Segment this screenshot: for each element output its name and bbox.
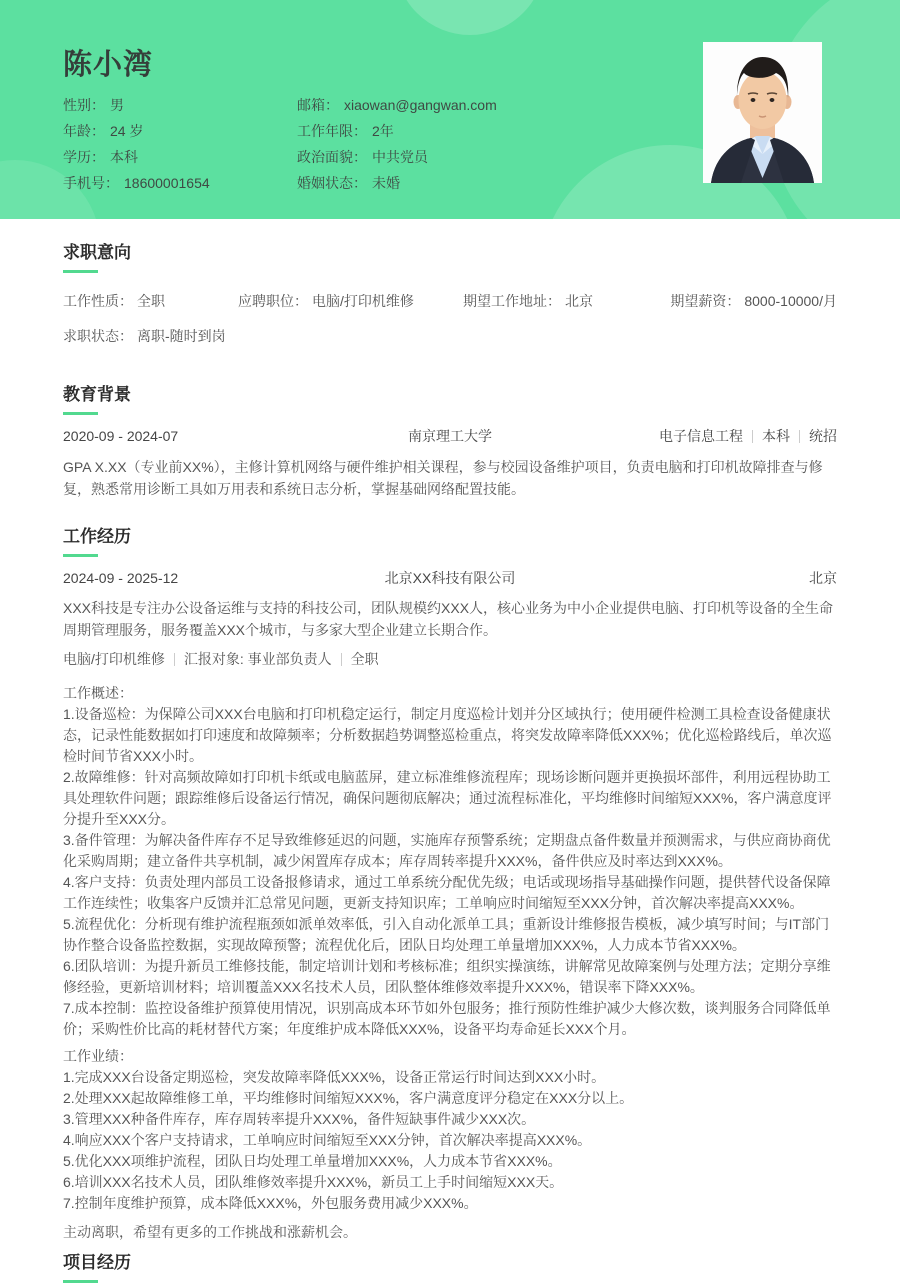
info-marital-status xyxy=(297,170,497,196)
resume-header xyxy=(0,0,900,219)
decorative-ring xyxy=(395,0,545,35)
info-label: 学历： xyxy=(63,149,105,165)
field-label: 期望工作地址： xyxy=(463,293,561,309)
field-job-nature xyxy=(63,292,238,310)
info-gender xyxy=(63,92,210,118)
education-period: 2020-09 - 2024-07 xyxy=(63,428,179,444)
work-report-to: 汇报对象: 事业部负责人 xyxy=(183,651,332,667)
section-title-work: 工作经历 xyxy=(63,527,131,546)
work-overview-item: 2.故障维修：针对高频故障如打印机卡纸或电脑蓝屏，建立标准维修流程库；现场诊断问题并更换损坏部件，利用远程协助工具处理软件问题；跟踪维修后设备运行情况，确保问题彻底解决；通过流程标准化，平均维修时间缩短XXX%，客户满意度评分提升至XXX分。 xyxy=(63,769,832,827)
section-underline xyxy=(63,412,98,415)
work-company: 北京XX科技有限公司 xyxy=(384,570,516,586)
work-achievement-item: 7.控制年度维护预算，成本降低XXX%，外包服务费用减少XXX%。 xyxy=(63,1195,478,1211)
field-label: 应聘职位： xyxy=(238,293,308,309)
section-title-education: 教育背景 xyxy=(63,385,131,404)
info-label: 年龄： xyxy=(63,123,105,139)
field-label: 期望薪资： xyxy=(670,293,741,309)
education-meta-row xyxy=(63,427,837,445)
work-period: 2024-09 - 2025-12 xyxy=(63,570,179,586)
field-label: 求职状态： xyxy=(63,328,133,344)
info-phone xyxy=(63,170,210,196)
education-major: 电子信息工程 xyxy=(659,428,743,444)
job-intent-row-1 xyxy=(63,292,837,310)
work-location: 北京 xyxy=(809,570,837,586)
divider xyxy=(752,430,753,443)
work-achievement-block xyxy=(63,1046,837,1214)
work-achievement-item: 4.响应XXX个客户支持请求，工单响应时间缩短至XXX分钟，首次解决率提高XXX%。 xyxy=(63,1132,592,1148)
info-value: 24 岁 xyxy=(110,123,144,139)
info-email xyxy=(297,92,497,118)
info-label: 邮箱： xyxy=(297,97,339,113)
work-achievement-item: 3.管理XXX种备件库存，库存周转率提升XXX%，备件短缺事件减少XXX次。 xyxy=(63,1111,536,1127)
info-value: 中共党员 xyxy=(372,149,428,165)
section-projects xyxy=(63,1253,837,1283)
field-target-position xyxy=(238,292,463,310)
candidate-name: 陈小湾 xyxy=(63,49,154,81)
divider xyxy=(799,430,800,443)
work-overview-item: 1.设备巡检：为保障公司XXX台电脑和打印机稳定运行，制定月度巡检计划并分区域执行；使用硬件检测工具检查设备健康状态，记录性能数据如打印速度和故障频率；分析数据趋势调整巡检重点，将突发故障率降低XXX%；优化巡检路线后，单次巡检时间节省XXX小时。 xyxy=(63,706,832,764)
info-value: 本科 xyxy=(110,149,138,165)
section-underline xyxy=(63,554,98,557)
work-position-row xyxy=(63,650,837,668)
info-value: 2年 xyxy=(372,123,394,139)
info-political-status xyxy=(297,144,497,170)
section-title-projects: 项目经历 xyxy=(63,1253,131,1272)
work-overview-heading: 工作概述： xyxy=(63,685,133,701)
field-expected-salary xyxy=(670,292,837,310)
header-info-right-column xyxy=(297,92,497,196)
info-value: xiaowan@gangwan.com xyxy=(344,97,497,113)
info-education-level xyxy=(63,144,210,170)
education-degree: 本科 xyxy=(762,428,790,444)
work-overview-item: 7.成本控制：监控设备维护预算使用情况，识别高成本环节如外包服务；推行预防性维护减少大修次数，谈判服务合同降低单价；采购性价比高的耗材替代方案；年度维护成本降低XXX%，设备平均寿命延长XXX个月。 xyxy=(63,1000,831,1037)
info-label: 手机号： xyxy=(63,175,119,191)
work-achievement-item: 5.优化XXX项维护流程，团队日均处理工单量增加XXX%，人力成本节省XXX%。 xyxy=(63,1153,562,1169)
work-overview-item: 4.客户支持：负责处理内部员工设备报修请求，通过工单系统分配优先级；电话或现场指导基础操作问题，提供替代设备保障工作连续性；收集客户反馈并汇总常见问题，更新支持知识库；工单响应时间缩短至XXX分钟，首次解决率提高XXX%。 xyxy=(63,874,831,911)
education-description: GPA X.XX（专业前XX%），主修计算机网络与硬件维护相关课程，参与校园设备维护项目，负责电脑和打印机故障排查与修复，熟悉常用诊断工具如万用表和系统日志分析，掌握基础网络配置技能。 xyxy=(63,459,823,497)
work-meta-row xyxy=(63,569,837,587)
job-intent-row-2 xyxy=(63,327,837,345)
resume-body xyxy=(0,243,900,1283)
section-job-intent xyxy=(63,243,837,345)
work-overview-item: 3.备件管理：为解决备件库存不足导致维修延迟的问题，实施库存预警系统；定期盘点备件数量并预测需求，与供应商协商优化采购周期；建立备件共享机制，减少闲置库存成本；库存周转率提升XXX%，备件供应及时率达到XXX%。 xyxy=(63,832,831,869)
info-value: 未婚 xyxy=(372,175,400,191)
field-value: 全职 xyxy=(137,293,165,309)
info-label: 性别： xyxy=(63,97,105,113)
section-education xyxy=(63,385,837,500)
education-school: 南京理工大学 xyxy=(408,428,492,444)
work-achievement-item: 2.处理XXX起故障维修工单，平均维修时间缩短XXX%，客户满意度评分稳定在XXX分以上。 xyxy=(63,1090,634,1106)
field-value: 北京 xyxy=(565,293,593,309)
field-value: 电脑/打印机维修 xyxy=(312,293,414,309)
work-achievement-item: 1.完成XXX台设备定期巡检，突发故障率降低XXX%，设备正常运行时间达到XXX小时。 xyxy=(63,1069,606,1085)
section-underline xyxy=(63,270,98,273)
info-work-years xyxy=(297,118,497,144)
header-info-left-column xyxy=(63,92,210,196)
field-value: 离职-随时到岗 xyxy=(137,328,226,344)
work-overview-block xyxy=(63,683,837,1040)
field-target-location xyxy=(463,292,670,310)
work-job-type: 全职 xyxy=(350,651,379,667)
divider xyxy=(341,653,342,666)
field-label: 工作性质： xyxy=(63,293,133,309)
field-value: 8000-10000/月 xyxy=(744,293,837,309)
work-overview-item: 5.流程优化：分析现有维护流程瓶颈如派单效率低，引入自动化派单工具；重新设计维修报告模板，减少填写时间；与IT部门协作整合设备监控数据，实现故障预警；流程优化后，团队日均处理工单量增加XXX%，人力成本节省XXX%。 xyxy=(63,916,830,953)
info-value: 18600001654 xyxy=(124,175,210,191)
work-overview-item: 6.团队培训：为提升新员工维修技能，制定培训计划和考核标准；组织实操演练，讲解常见故障案例与处理方法；定期分享维修经验，更新培训材料；培训覆盖XXX名技术人员，团队整体维修效率提升XXX%，错误率下降XXX%。 xyxy=(63,958,831,995)
work-achievement-item: 6.培训XXX名技术人员，团队维修效率提升XXX%，新员工上手时间缩短XXX天。 xyxy=(63,1174,564,1190)
portrait-illustration xyxy=(703,42,822,183)
section-work-experience xyxy=(63,527,837,1243)
info-value: 男 xyxy=(110,97,124,113)
company-intro: XXX科技是专注办公设备运维与支持的科技公司，团队规模约XXX人，核心业务为中小企业提供电脑、打印机等设备的全生命周期管理服务，服务覆盖XXX个城市，与多家大型企业建立长期合作。 xyxy=(63,600,834,638)
info-label: 政治面貌： xyxy=(297,149,367,165)
info-label: 工作年限： xyxy=(297,123,367,139)
profile-photo xyxy=(703,42,822,183)
education-detail xyxy=(607,427,837,445)
divider xyxy=(174,653,175,666)
work-position: 电脑/打印机维修 xyxy=(63,651,165,667)
leave-reason: 主动离职，希望有更多的工作挑战和涨薪机会。 xyxy=(63,1224,357,1240)
work-achievement-heading: 工作业绩： xyxy=(63,1048,133,1064)
info-age xyxy=(63,118,210,144)
education-enroll-type: 统招 xyxy=(809,428,837,444)
info-label: 婚姻状态： xyxy=(297,175,367,191)
field-job-status xyxy=(63,327,226,345)
section-title-job-intent: 求职意向 xyxy=(63,243,131,262)
